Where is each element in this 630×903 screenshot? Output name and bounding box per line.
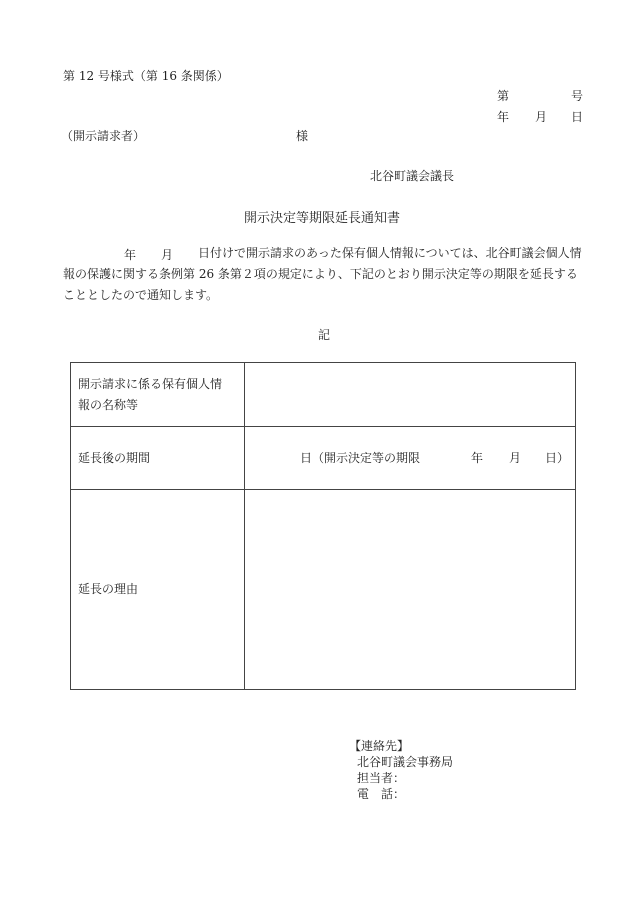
name-label-cell xyxy=(71,363,245,427)
name-value-cell[interactable] xyxy=(245,363,576,427)
form-number: 第 12 号様式（第 16 条関係） xyxy=(63,69,229,83)
period-day: 日（開示決定等の期限 xyxy=(300,451,421,465)
contact-phone: 電 話： xyxy=(357,787,406,801)
period-year: 年 xyxy=(471,451,484,465)
date-month: 月 xyxy=(535,110,548,124)
contact-office: 北谷町議会事務局 xyxy=(357,755,454,769)
name-label-line2: 報の名称等 xyxy=(78,397,139,412)
table-row xyxy=(71,363,576,427)
addressee-label: （開示請求者） xyxy=(61,129,146,143)
sender: 北谷町議会議長 xyxy=(370,169,455,183)
period-label-cell xyxy=(71,427,245,490)
addressee-honorific: 様 xyxy=(296,129,309,143)
period-value-cell[interactable] xyxy=(245,427,576,490)
contact-block xyxy=(349,738,453,802)
period-label: 延長後の期間 xyxy=(78,450,151,465)
details-table xyxy=(70,362,576,690)
name-label-line1: 開示請求に係る保有個人情 xyxy=(78,376,223,391)
date-year: 年 xyxy=(497,110,510,124)
ki-label: 記 xyxy=(318,328,331,342)
contact-heading: 【連絡先】 xyxy=(349,739,410,753)
doc-number-suffix: 号 xyxy=(571,89,584,103)
document-title: 開示決定等期限延長通知書 xyxy=(244,211,401,226)
body-text: 日付けで開示請求のあった保有個人情報については、北谷町議会個人情報の保護に関する条例第 26 条第２項の規定により、下記のとおり開示決定等の期限を延長することとしたので通知します。 xyxy=(63,246,582,302)
reason-label: 延長の理由 xyxy=(78,582,139,596)
table-row xyxy=(71,490,576,690)
body-month: 月 xyxy=(161,248,174,262)
body-year: 年 xyxy=(124,248,137,262)
reason-label-cell xyxy=(71,490,245,690)
table-row xyxy=(71,427,576,490)
date-day: 日 xyxy=(571,110,584,124)
doc-number-prefix: 第 xyxy=(497,89,510,103)
period-close: 日） xyxy=(545,451,570,465)
period-month: 月 xyxy=(509,451,522,465)
reason-value-cell[interactable] xyxy=(245,490,576,690)
contact-person: 担当者： xyxy=(357,771,406,785)
